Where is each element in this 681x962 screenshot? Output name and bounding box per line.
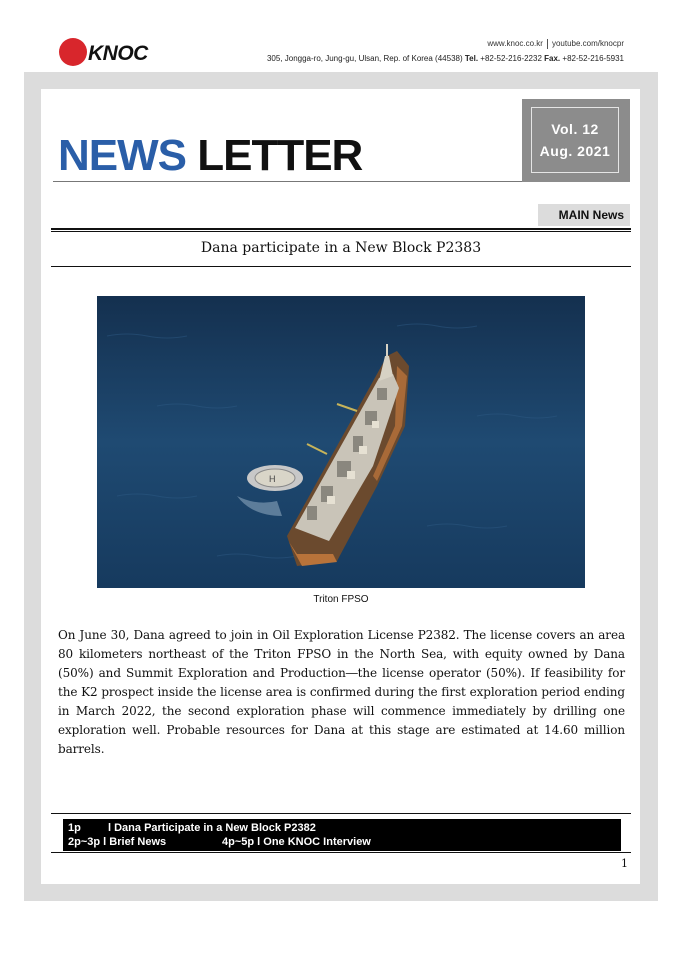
toc-item-title: l Brief News xyxy=(103,836,167,848)
newsletter-title xyxy=(58,130,362,182)
contact-address-line xyxy=(267,54,624,63)
toc-item-page: 4p~5p xyxy=(222,836,255,848)
photo-caption: Triton FPSO xyxy=(313,594,369,605)
article-headline: Dana participate in a New Block P2383 xyxy=(200,240,482,256)
toc-item-title: l Dana Participate in a New Block P2382 xyxy=(108,822,316,834)
address: 305, Jongga-ro, Jung-gu, Ulsan, Rep. of Korea (44538) xyxy=(266,54,463,63)
title-letter: LETTER xyxy=(197,131,363,180)
toc-item-1[interactable] xyxy=(68,822,316,834)
tel-label: Tel. xyxy=(464,54,479,63)
toc-item-3[interactable] xyxy=(222,836,371,848)
logo-emblem-icon xyxy=(59,38,87,66)
title-underline xyxy=(53,181,523,182)
divider xyxy=(51,813,631,814)
title-news: NEWS xyxy=(58,131,186,180)
toc-item-title: l One KNOC Interview xyxy=(257,836,371,848)
article-body: On June 30, Dana agreed to join in Oil Exploration License P2382. The license covers an area 80 kilometers northeast of the Triton FPSO in the North Sea, with equity owned by Dana (50%) and Summit Exploration and Production―the license operator (50%). If feasibility for the K2 prospect inside the license area is confirmed during the first exploration period ending in March 2022, the second exploration phase will commence immediately by drilling one exploration well. Probable resources for Dana at this stage are estimated at 14.60 million barrels. xyxy=(58,628,625,756)
knoc-logo xyxy=(57,36,147,70)
toc-item-page: 2p~3p xyxy=(68,836,101,848)
issue-date: Aug. 2021 xyxy=(539,143,611,159)
svg-text:H: H xyxy=(269,474,276,484)
youtube-link[interactable]: youtube.com/knocpr xyxy=(551,39,624,49)
divider xyxy=(51,266,631,267)
table-of-contents xyxy=(63,819,621,851)
toc-item-2[interactable] xyxy=(68,836,166,848)
fax-number: +82-52-216-5931 xyxy=(562,54,624,63)
divider xyxy=(51,852,631,853)
page-number: 1 xyxy=(621,857,628,870)
tel-number: +82-52-216-2232 xyxy=(480,54,542,63)
website-link[interactable]: www.knoc.co.kr xyxy=(487,39,543,49)
divider xyxy=(51,228,631,230)
contact-links xyxy=(487,39,624,49)
section-tab-main-news: MAIN News xyxy=(538,204,630,226)
divider xyxy=(547,39,548,49)
logo-text: KNOC xyxy=(88,42,148,65)
volume-label xyxy=(531,107,619,173)
toc-item-page: 1p xyxy=(68,822,81,834)
article-photo xyxy=(97,296,585,588)
fax-label: Fax. xyxy=(544,54,561,63)
fpso-photo-illustration xyxy=(97,296,585,588)
divider xyxy=(51,231,631,232)
volume-number: Vol. 12 xyxy=(551,121,599,137)
